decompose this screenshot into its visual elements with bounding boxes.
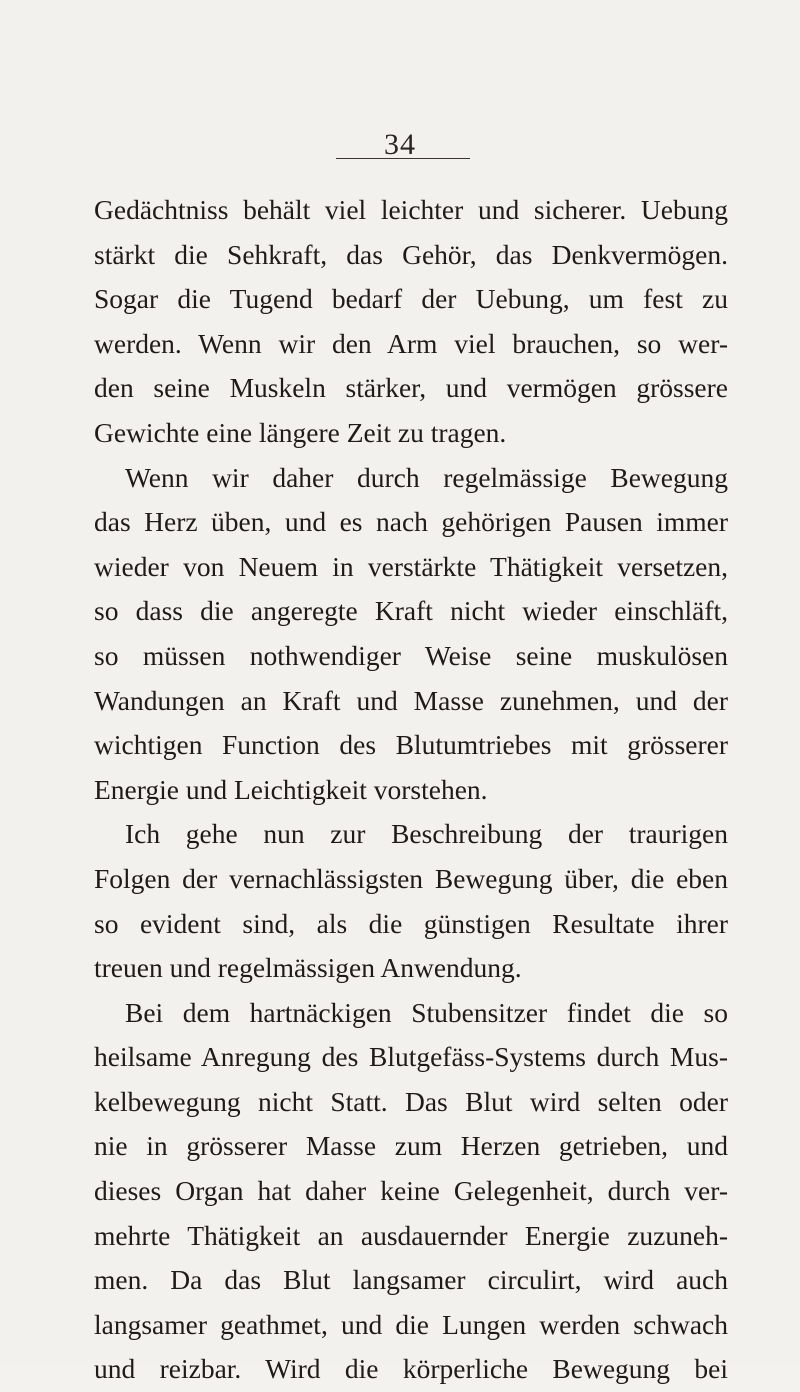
text-line: Wenn wir daher durch regelmässige Bewegung bbox=[125, 461, 728, 493]
text-line: kelbewegung nicht Statt. Das Blut wird selten oder bbox=[94, 1085, 728, 1117]
text-line: heilsame Anregung des Blutgefäss-Systems durch Mus- bbox=[94, 1041, 728, 1073]
text-line: Energie und Leichtigkeit vorstehen. bbox=[94, 773, 488, 805]
text-line: langsamer geathmet, und die Lungen werden schwach bbox=[94, 1308, 728, 1340]
text-line: werden. Wenn wir den Arm viel brauchen, so wer- bbox=[94, 327, 728, 359]
text-line: dieses Organ hat daher keine Gelegenheit, durch ver- bbox=[94, 1175, 728, 1207]
page-number: 34 bbox=[384, 128, 416, 161]
text-line: so müssen nothwendiger Weise seine muskulösen bbox=[94, 639, 728, 671]
text-line: Wandungen an Kraft und Masse zunehmen, und der bbox=[94, 684, 728, 716]
text-line: treuen und regelmässigen Anwendung. bbox=[94, 952, 522, 984]
text-line: men. Da das Blut langsamer circulirt, wird auch bbox=[94, 1264, 728, 1296]
text-line: Gewichte eine längere Zeit zu tragen. bbox=[94, 416, 507, 448]
text-line: Gedächtniss behält viel leichter und sicherer. Uebung bbox=[94, 194, 728, 225]
text-line: wichtigen Function des Blutumtriebes mit grösserer bbox=[94, 729, 728, 761]
body-text bbox=[94, 188, 728, 1392]
text-line: stärkt die Sehkraft, das Gehör, das Denkvermögen. bbox=[94, 238, 728, 270]
text-line: mehrte Thätigkeit an ausdauernder Energie zuzuneh- bbox=[94, 1219, 728, 1251]
text-line: nie in grösserer Masse zum Herzen getrieben, und bbox=[94, 1130, 728, 1162]
text-line: Ich gehe nun zur Beschreibung der traurigen bbox=[125, 818, 728, 850]
text-line: Folgen der vernachlässigsten Bewegung über, die eben bbox=[94, 862, 728, 894]
text-line: Bei dem hartnäckigen Stubensitzer findet die so bbox=[125, 996, 728, 1028]
text-line: das Herz üben, und es nach gehörigen Pausen immer bbox=[94, 506, 728, 538]
text-line: so evident sind, als die günstigen Resultate ihrer bbox=[94, 907, 728, 939]
text-line: und reizbar. Wird die körperliche Bewegung bei bbox=[94, 1353, 728, 1385]
text-line: Sogar die Tugend bedarf der Uebung, um fest zu bbox=[94, 283, 728, 315]
text-line: so dass die angeregte Kraft nicht wieder einschläft, bbox=[94, 595, 728, 627]
text-line: den seine Muskeln stärker, und vermögen grössere bbox=[94, 372, 728, 404]
header-rule bbox=[336, 158, 470, 159]
text-line: wieder von Neuem in verstärkte Thätigkeit versetzen, bbox=[94, 550, 728, 582]
